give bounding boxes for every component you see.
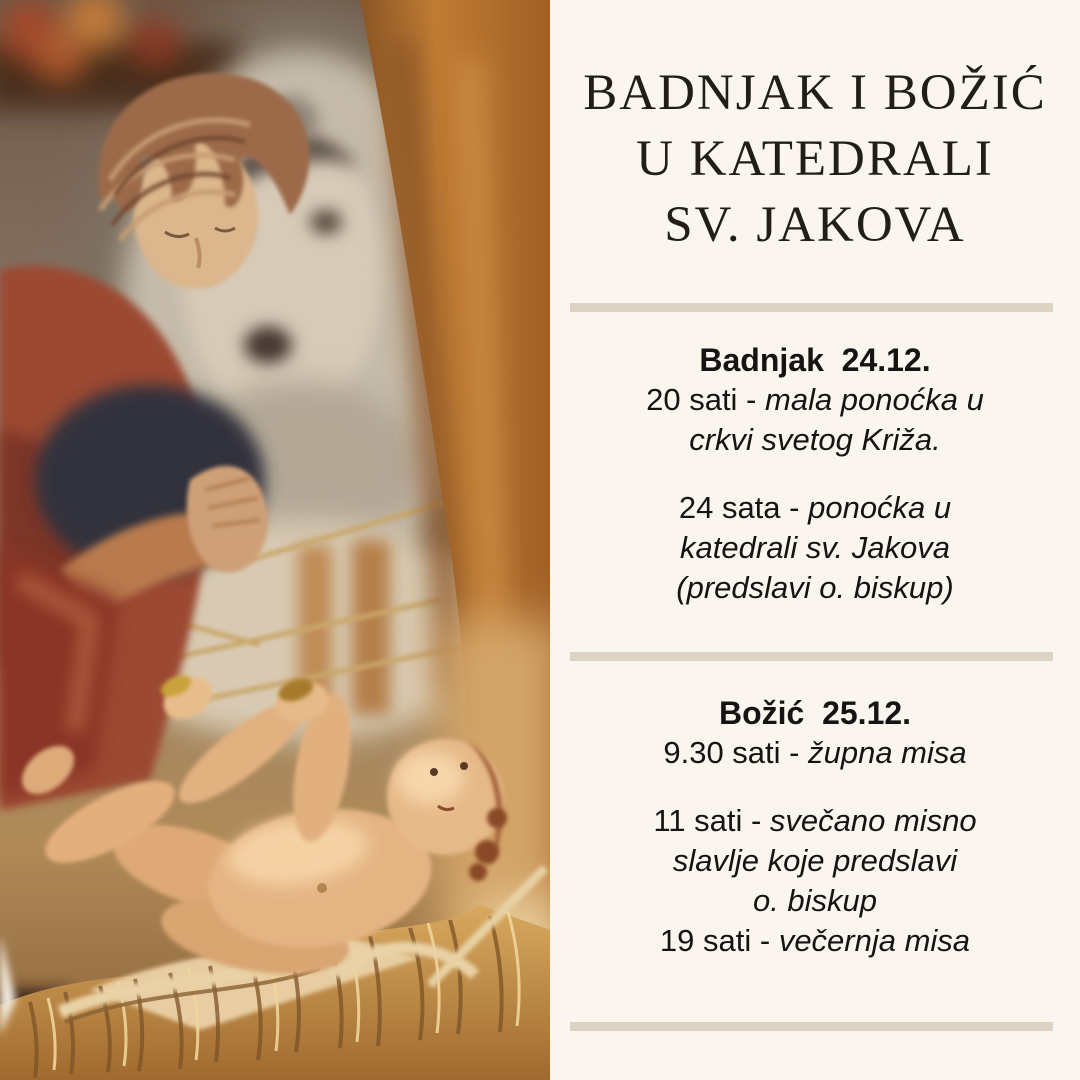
title-line-2: U KATEDRALI xyxy=(636,131,994,187)
mass-time: 9.30 sati - xyxy=(663,735,809,770)
mass-time: 24 sata - xyxy=(678,490,809,525)
title-line-3: SV. JAKOVA xyxy=(664,197,966,253)
schedule-panel xyxy=(550,0,1080,1080)
divider-top xyxy=(570,303,1053,312)
schedule-line xyxy=(550,733,1080,773)
title-line-1: BADNJAK I BOŽIĆ xyxy=(583,65,1047,121)
mass-description: (predslavi o. biskup) xyxy=(676,570,954,605)
mass-description: o. biskup xyxy=(752,883,878,918)
badnjak-section xyxy=(550,340,1080,608)
schedule-paragraph xyxy=(550,488,1080,608)
mass-description: ponoćka u xyxy=(808,490,952,525)
mass-description: župna misa xyxy=(808,735,967,770)
section-heading: Božić 25.12. xyxy=(718,695,912,731)
divider-bottom xyxy=(570,1022,1053,1031)
mass-description: mala ponoćka u xyxy=(765,382,984,417)
schedule-line xyxy=(550,528,1080,568)
mass-description: slavlje koje predslavi xyxy=(672,843,958,878)
mass-description: crkvi svetog Križa. xyxy=(689,422,941,457)
bozic-section xyxy=(550,693,1080,961)
section-heading: Badnjak 24.12. xyxy=(699,342,931,378)
schedule-line xyxy=(550,380,1080,420)
schedule-line xyxy=(550,801,1080,841)
mass-time: 20 sati - xyxy=(646,382,765,417)
schedule-paragraph xyxy=(550,380,1080,460)
schedule-line xyxy=(550,841,1080,881)
mass-description: svečano misno xyxy=(769,803,977,838)
mass-time: 11 sati - xyxy=(653,803,770,838)
schedule-line xyxy=(550,488,1080,528)
schedule-line xyxy=(550,921,1080,961)
schedule-line xyxy=(550,881,1080,921)
schedule-line xyxy=(550,420,1080,460)
mass-description: večernja misa xyxy=(778,923,971,958)
divider-middle xyxy=(570,652,1053,661)
schedule-line xyxy=(550,568,1080,608)
mass-description: katedrali sv. Jakova xyxy=(680,530,950,565)
schedule-paragraph xyxy=(550,733,1080,773)
schedule-paragraph xyxy=(550,801,1080,961)
mass-time: 19 sati - xyxy=(659,923,779,958)
poster-title xyxy=(550,60,1080,258)
